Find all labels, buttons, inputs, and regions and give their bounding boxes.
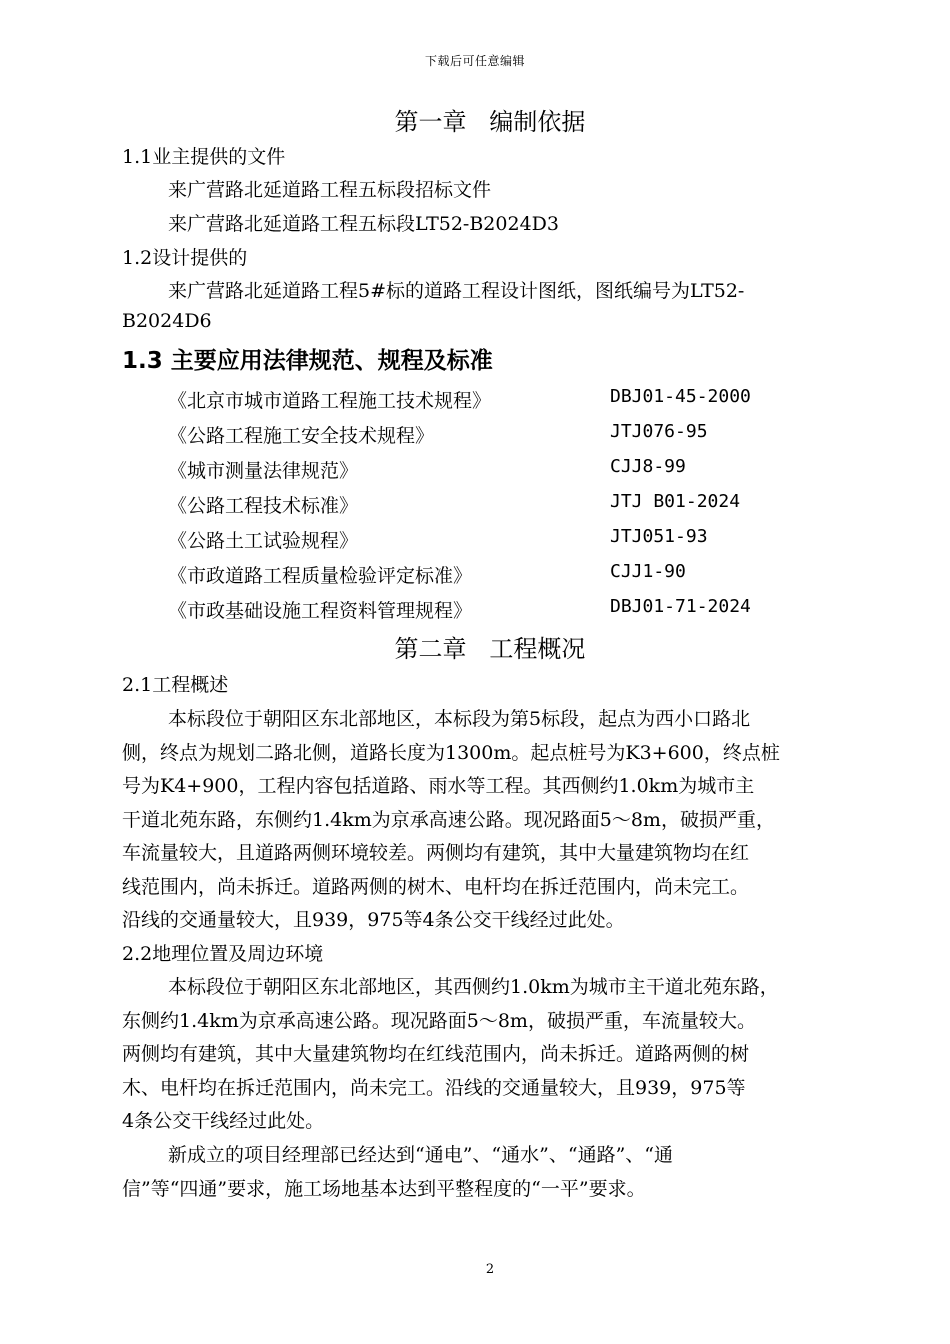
standard-name: 《北京市城市道路工程施工技术规程》 [168,390,492,412]
chapter-1-title: 第一章 编制依据 [394,108,586,136]
section-2-2-heading: 2.2地理位置及周边环境 [122,943,324,965]
section-2-1-text: 本标段位于朝阳区东北部地区，本标段为第5标段，起点为西小口路北 [168,708,751,730]
section-2-1-text: 车流量较大，且道路两侧环境较差。两侧均有建筑，其中大量建筑物均在红 [122,842,750,864]
section-2-2-paragraph-2: 信”等“四通”要求，施工场地基本达到平整程度的“一平”要求。 [122,1178,646,1200]
standard-code: JTJ051-93 [610,526,708,547]
page-number: 2 [485,1262,495,1277]
section-2-2-text: 两侧均有建筑，其中大量建筑物均在红线范围内，尚未拆迁。道路两侧的树 [122,1043,750,1065]
section-2-1-heading: 2.1工程概述 [122,674,229,696]
standard-name: 《城市测量法律规范》 [168,460,359,482]
section-1-2-text: B2024D6 [122,310,212,332]
standard-name: 《市政道路工程质量检验评定标准》 [168,565,473,587]
section-1-2-heading: 1.2设计提供的 [122,247,248,269]
section-1-1-item: 来广营路北延道路工程五标段LT52-B2024D3 [168,213,559,235]
standard-name: 《公路工程施工安全技术规程》 [168,425,435,447]
chapter-2-title: 第二章 工程概况 [394,635,586,663]
section-2-2-paragraph-2: 新成立的项目经理部已经达到“通电”、“通水”、“通路”、“通 [168,1144,673,1166]
section-1-1-heading: 1.1业主提供的文件 [122,146,286,168]
standard-code: JTJ076-95 [610,421,708,442]
section-2-1-text: 线范围内，尚未拆迁。道路两侧的树木、电杆均在拆迁范围内，尚未完工。 [122,876,750,898]
section-2-2-text: 东侧约1.4km为京承高速公路。现况路面5～8m，破损严重，车流量较大。 [122,1010,756,1032]
section-2-2-text: 木、电杆均在拆迁范围内，尚未完工。沿线的交通量较大，且939，975等 [122,1077,746,1099]
section-2-1-text: 干道北苑东路，东侧约1.4km为京承高速公路。现况路面5～8m，破损严重， [122,809,775,831]
standard-code: DBJ01-45-2000 [610,386,751,407]
section-2-1-text: 侧，终点为规划二路北侧，道路长度为1300m。起点桩号为K3+600，终点桩 [122,742,780,764]
page-header-note: 下载后可任意编辑 [424,54,525,68]
standard-code: CJJ8-99 [610,456,686,477]
standard-name: 《公路工程技术标准》 [168,495,359,517]
standard-name: 《市政基础设施工程资料管理规程》 [168,600,473,622]
standard-code: JTJ B01-2024 [610,491,741,512]
section-2-2-text: 4条公交干线经过此处。 [122,1110,325,1132]
section-2-2-text: 本标段位于朝阳区东北部地区，其西侧约1.0km为城市主干道北苑东路， [168,976,779,998]
standard-name: 《公路土工试验规程》 [168,530,359,552]
section-2-1-text: 沿线的交通量较大，且939，975等4条公交干线经过此处。 [122,909,625,931]
standard-code: DBJ01-71-2024 [610,596,751,617]
section-2-1-text: 号为K4+900，工程内容包括道路、雨水等工程。其西侧约1.0km为城市主 [122,775,755,797]
section-1-1-item: 来广营路北延道路工程五标段招标文件 [168,179,492,201]
standard-code: CJJ1-90 [610,561,686,582]
section-1-2-text: 来广营路北延道路工程5#标的道路工程设计图纸，图纸编号为LT52- [168,280,745,302]
section-1-3-heading: 1.3 主要应用法律规范、规程及标准 [122,348,493,374]
